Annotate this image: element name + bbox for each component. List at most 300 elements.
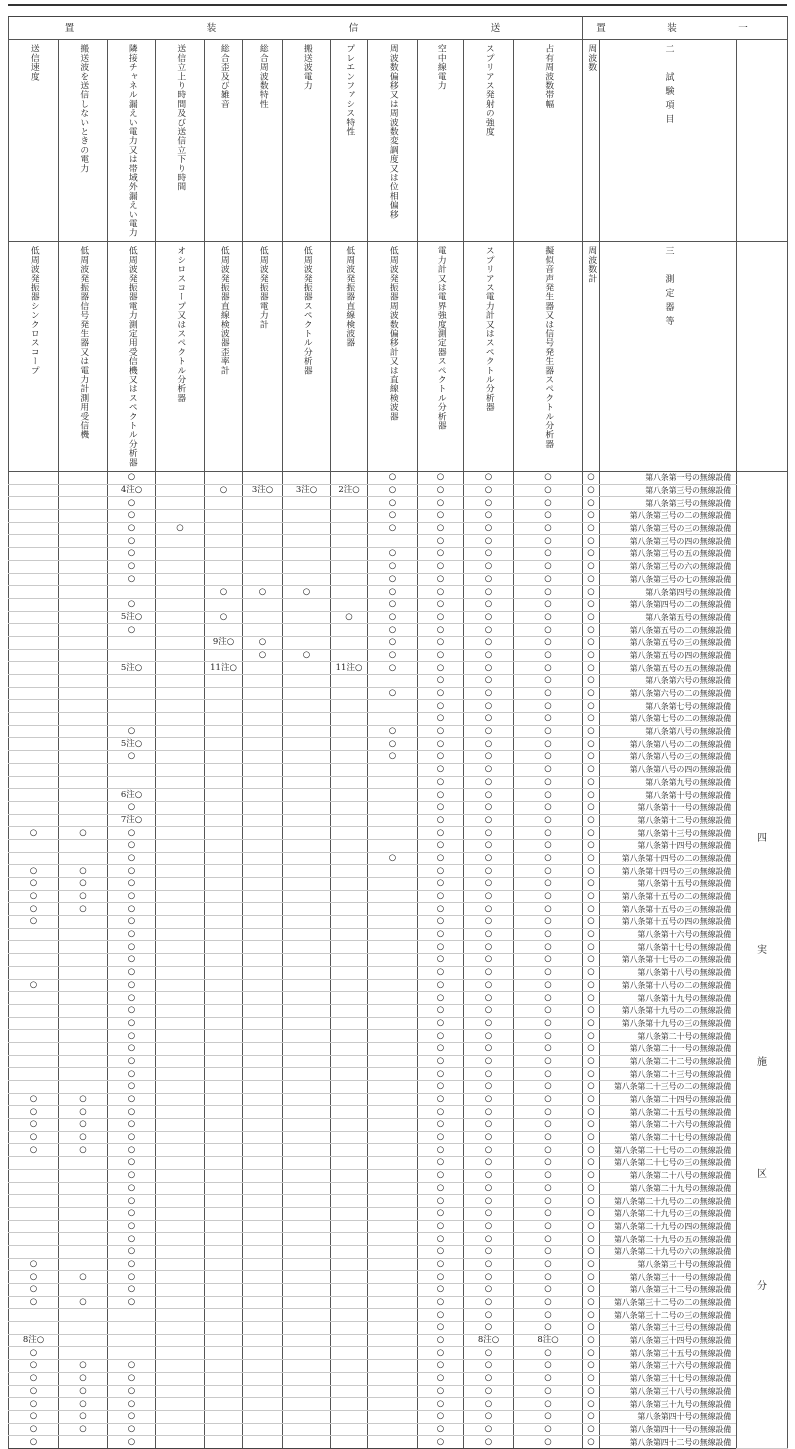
mark-cell — [156, 1068, 205, 1081]
mark-cell: ○ — [418, 1284, 464, 1297]
mark-cell: ○ — [464, 1423, 514, 1436]
mark-cell: ○ — [108, 1042, 156, 1055]
mark-cell — [205, 776, 243, 789]
equipment-clause: 第八条第三号の五の無線設備 — [600, 548, 737, 561]
blank-header-cell — [737, 40, 788, 242]
mark-cell — [156, 687, 205, 700]
mark-cell: ○ — [464, 814, 514, 827]
mark-cell: ○ — [583, 713, 600, 726]
mark-cell — [156, 1385, 205, 1398]
table-row — [9, 763, 788, 776]
mark-cell: ○ — [464, 776, 514, 789]
mark-cell — [243, 1220, 283, 1233]
mark-cell: ○ — [583, 1284, 600, 1297]
mark-cell: ○ — [108, 827, 156, 840]
mark-cell — [9, 814, 59, 827]
mark-cell — [9, 1182, 59, 1195]
mark-cell — [156, 1322, 205, 1335]
table-row — [9, 852, 788, 865]
section-label-char: 四 — [757, 832, 767, 844]
mark-cell — [156, 662, 205, 675]
mark-cell: ○ — [108, 1372, 156, 1385]
mark-cell — [331, 1398, 368, 1411]
mark-cell: ○ — [514, 890, 583, 903]
mark-cell: 11注○ — [331, 662, 368, 675]
mark-cell — [331, 1347, 368, 1360]
mark-cell: ○ — [59, 1296, 108, 1309]
mark-cell — [59, 1233, 108, 1246]
mark-cell — [9, 510, 59, 523]
mark-cell: ○ — [583, 1436, 600, 1449]
equipment-clause: 第八条第一号の無線設備 — [600, 472, 737, 485]
mark-cell — [331, 1296, 368, 1309]
mark-cell — [331, 1182, 368, 1195]
instrument-label: 低周波発振器電力計 — [257, 246, 268, 330]
mark-cell — [331, 1233, 368, 1246]
mark-cell: ○ — [368, 573, 418, 586]
mark-cell — [156, 484, 205, 497]
mark-cell: ○ — [464, 865, 514, 878]
mark-cell — [205, 928, 243, 941]
mark-cell: ○ — [514, 1195, 583, 1208]
mark-cell: ○ — [418, 548, 464, 561]
mark-cell — [59, 725, 108, 738]
test-items-label: 二 試験項目 — [663, 44, 674, 128]
mark-cell: ○ — [583, 839, 600, 852]
equipment-clause: 第八条第六号の無線設備 — [600, 675, 737, 688]
mark-cell: ○ — [59, 1119, 108, 1132]
mark-cell: ○ — [464, 738, 514, 751]
mark-cell: ○ — [514, 636, 583, 649]
mark-cell — [283, 1131, 331, 1144]
mark-cell: ○ — [514, 1233, 583, 1246]
mark-cell — [205, 852, 243, 865]
mark-cell: ○ — [108, 624, 156, 637]
mark-cell — [283, 751, 331, 764]
mark-cell — [205, 839, 243, 852]
mark-cell — [59, 789, 108, 802]
mark-cell — [59, 700, 108, 713]
table-row — [9, 636, 788, 649]
mark-cell — [59, 1258, 108, 1271]
mark-cell — [283, 472, 331, 485]
mark-cell: ○ — [583, 560, 600, 573]
mark-cell — [331, 839, 368, 852]
mark-cell: ○ — [514, 1271, 583, 1284]
instrument-label: 電力計又は電界強度測定器スペクトル分析器 — [435, 246, 446, 431]
equipment-clause: 第八条第十五号の無線設備 — [600, 878, 737, 891]
mark-cell — [283, 1157, 331, 1170]
mark-cell: ○ — [418, 497, 464, 510]
table-row — [9, 1004, 788, 1017]
mark-cell: ○ — [108, 751, 156, 764]
mark-cell — [108, 1309, 156, 1322]
mark-cell: ○ — [418, 1322, 464, 1335]
mark-cell — [283, 1410, 331, 1423]
mark-cell — [243, 789, 283, 802]
mark-cell — [205, 624, 243, 637]
mark-cell — [205, 801, 243, 814]
mark-cell — [59, 1169, 108, 1182]
mark-cell: ○ — [583, 484, 600, 497]
mark-cell — [9, 852, 59, 865]
mark-cell — [59, 510, 108, 523]
mark-cell — [283, 522, 331, 535]
mark-cell — [283, 1106, 331, 1119]
mark-cell — [9, 1322, 59, 1335]
mark-cell — [156, 979, 205, 992]
mark-cell — [243, 941, 283, 954]
mark-cell: ○ — [108, 1233, 156, 1246]
mark-cell — [283, 1182, 331, 1195]
mark-cell: ○ — [464, 1233, 514, 1246]
equipment-clause: 第八条第二十五号の無線設備 — [600, 1106, 737, 1119]
mark-cell — [9, 1309, 59, 1322]
table-row — [9, 1258, 788, 1271]
equipment-clause: 第八条第三十号の無線設備 — [600, 1258, 737, 1271]
mark-cell — [59, 738, 108, 751]
mark-cell: ○ — [583, 636, 600, 649]
mark-cell: ○ — [9, 979, 59, 992]
mark-cell: ○ — [59, 1144, 108, 1157]
mark-cell: ○ — [418, 928, 464, 941]
mark-cell — [243, 1258, 283, 1271]
mark-cell: ○ — [108, 1220, 156, 1233]
mark-cell: ○ — [464, 713, 514, 726]
table-row — [9, 1144, 788, 1157]
mark-cell: ○ — [514, 763, 583, 776]
measurement-table — [8, 16, 788, 1449]
mark-cell: ○ — [514, 1144, 583, 1157]
instrument-label: 低周波発振器スペクトル分析器 — [301, 246, 312, 376]
mark-cell: ○ — [418, 1436, 464, 1449]
mark-cell — [368, 1131, 418, 1144]
mark-cell — [243, 662, 283, 675]
mark-cell — [205, 1436, 243, 1449]
mark-cell — [9, 535, 59, 548]
mark-cell: ○ — [59, 1372, 108, 1385]
mark-cell — [368, 1068, 418, 1081]
mark-cell — [108, 1334, 156, 1347]
table-row — [9, 675, 788, 688]
mark-cell: ○ — [464, 611, 514, 624]
mark-cell — [156, 751, 205, 764]
mark-cell: ○ — [283, 649, 331, 662]
mark-cell — [156, 725, 205, 738]
instrument-header — [243, 242, 283, 472]
instrument-label: 低周波発振器直線検波器 — [344, 246, 355, 348]
mark-cell: ○ — [583, 1106, 600, 1119]
mark-cell — [331, 1119, 368, 1132]
mark-cell: ○ — [583, 1423, 600, 1436]
mark-cell: ○ — [583, 548, 600, 561]
table-row — [9, 992, 788, 1005]
mark-cell — [331, 801, 368, 814]
mark-cell — [156, 763, 205, 776]
mark-cell — [243, 1284, 283, 1297]
mark-cell — [243, 1055, 283, 1068]
mark-cell: ○ — [418, 1195, 464, 1208]
table-row — [9, 1119, 788, 1132]
mark-cell: ○ — [418, 1296, 464, 1309]
mark-cell — [243, 928, 283, 941]
equipment-clause: 第八条第六号の二の無線設備 — [600, 687, 737, 700]
table-row — [9, 1131, 788, 1144]
mark-cell: ○ — [514, 839, 583, 852]
mark-cell: ○ — [108, 966, 156, 979]
mark-cell: ○ — [514, 1322, 583, 1335]
instruments-row — [9, 242, 788, 472]
mark-cell: ○ — [514, 1436, 583, 1449]
mark-cell: ○ — [418, 586, 464, 599]
mark-cell: ○ — [418, 1131, 464, 1144]
mark-cell — [368, 1334, 418, 1347]
table-row — [9, 1195, 788, 1208]
test-item-header — [108, 40, 156, 242]
mark-cell — [283, 1207, 331, 1220]
equipment-clause: 第八条第四号の二の無線設備 — [600, 598, 737, 611]
table-row — [9, 776, 788, 789]
mark-cell — [331, 586, 368, 599]
mark-cell — [331, 814, 368, 827]
mark-cell — [59, 598, 108, 611]
mark-cell — [156, 510, 205, 523]
mark-cell — [368, 1169, 418, 1182]
equipment-clause: 第八条第十二号の無線設備 — [600, 814, 737, 827]
mark-cell: ○ — [464, 827, 514, 840]
mark-cell: 5注○ — [108, 662, 156, 675]
implementation-section-label — [737, 782, 787, 1342]
mark-cell: ○ — [59, 1093, 108, 1106]
mark-cell: ○ — [514, 1030, 583, 1043]
mark-cell — [243, 1334, 283, 1347]
equipment-clause: 第八条第十九号の無線設備 — [600, 992, 737, 1005]
mark-cell: 7注○ — [108, 814, 156, 827]
mark-cell — [368, 839, 418, 852]
table-row — [9, 1410, 788, 1423]
mark-cell: ○ — [9, 1258, 59, 1271]
mark-cell: ○ — [583, 1157, 600, 1170]
mark-cell: ○ — [368, 586, 418, 599]
mark-cell — [243, 763, 283, 776]
equipment-clause: 第八条第三十九号の無線設備 — [600, 1398, 737, 1411]
mark-cell — [368, 954, 418, 967]
mark-cell: ○ — [418, 1169, 464, 1182]
mark-cell — [205, 573, 243, 586]
mark-cell — [156, 1372, 205, 1385]
instrument-header — [368, 242, 418, 472]
mark-cell: ○ — [514, 535, 583, 548]
mark-cell: ○ — [368, 598, 418, 611]
table-row — [9, 1385, 788, 1398]
mark-cell — [156, 1360, 205, 1373]
mark-cell — [156, 1182, 205, 1195]
mark-cell: ○ — [464, 1144, 514, 1157]
mark-cell: ○ — [9, 1119, 59, 1132]
mark-cell — [9, 598, 59, 611]
equipment-clause: 第八条第八号の二の無線設備 — [600, 738, 737, 751]
mark-cell: ○ — [418, 801, 464, 814]
mark-cell: ○ — [583, 675, 600, 688]
mark-cell: ○ — [108, 928, 156, 941]
mark-cell — [9, 560, 59, 573]
implementation-section-cell — [737, 472, 788, 1449]
mark-cell: 11注○ — [205, 662, 243, 675]
mark-cell — [59, 814, 108, 827]
mark-cell — [59, 751, 108, 764]
mark-cell — [283, 1271, 331, 1284]
mark-cell — [9, 725, 59, 738]
table-row — [9, 1372, 788, 1385]
mark-cell: ○ — [368, 624, 418, 637]
mark-cell — [9, 675, 59, 688]
mark-cell: ○ — [108, 1271, 156, 1284]
mark-cell — [59, 979, 108, 992]
mark-cell: ○ — [418, 649, 464, 662]
mark-cell: ○ — [368, 636, 418, 649]
mark-cell: ○ — [514, 1296, 583, 1309]
mark-cell: ○ — [583, 966, 600, 979]
table-row — [9, 535, 788, 548]
mark-cell — [331, 1385, 368, 1398]
mark-cell — [331, 941, 368, 954]
equipment-clause: 第八条第三号の無線設備 — [600, 497, 737, 510]
table-row — [9, 1030, 788, 1043]
mark-cell — [331, 510, 368, 523]
mark-cell — [368, 1144, 418, 1157]
equipment-clause: 第八条第三十五号の無線設備 — [600, 1347, 737, 1360]
mark-cell: 2注○ — [331, 484, 368, 497]
mark-cell — [331, 1372, 368, 1385]
mark-cell — [331, 1068, 368, 1081]
mark-cell — [243, 1207, 283, 1220]
mark-cell — [283, 878, 331, 891]
mark-cell — [283, 1360, 331, 1373]
mark-cell: ○ — [514, 522, 583, 535]
mark-cell: ○ — [108, 916, 156, 929]
table-row — [9, 484, 788, 497]
mark-cell — [156, 1423, 205, 1436]
table-row — [9, 1309, 788, 1322]
mark-cell — [59, 1322, 108, 1335]
mark-cell — [243, 510, 283, 523]
table-row — [9, 979, 788, 992]
mark-cell — [283, 573, 331, 586]
mark-cell — [243, 1436, 283, 1449]
mark-cell — [331, 497, 368, 510]
mark-cell: ○ — [59, 903, 108, 916]
mark-cell — [243, 611, 283, 624]
mark-cell — [331, 1017, 368, 1030]
mark-cell: ○ — [418, 1004, 464, 1017]
mark-cell — [9, 751, 59, 764]
equipment-clause: 第八条第五号の三の無線設備 — [600, 636, 737, 649]
mark-cell: ○ — [583, 1372, 600, 1385]
mark-cell — [9, 776, 59, 789]
mark-cell — [205, 675, 243, 688]
mark-cell — [9, 1220, 59, 1233]
mark-cell — [205, 1017, 243, 1030]
mark-cell: ○ — [108, 839, 156, 852]
mark-cell — [331, 776, 368, 789]
mark-cell: ○ — [464, 510, 514, 523]
mark-cell: ○ — [108, 1410, 156, 1423]
test-item-header — [205, 40, 243, 242]
mark-cell — [205, 1258, 243, 1271]
mark-cell — [283, 510, 331, 523]
mark-cell — [205, 1119, 243, 1132]
mark-cell — [9, 573, 59, 586]
mark-cell — [59, 548, 108, 561]
mark-cell — [331, 1322, 368, 1335]
mark-cell — [156, 1347, 205, 1360]
mark-cell — [243, 1233, 283, 1246]
mark-cell — [156, 1245, 205, 1258]
mark-cell — [205, 649, 243, 662]
mark-cell — [283, 903, 331, 916]
mark-cell — [331, 954, 368, 967]
mark-cell — [205, 1271, 243, 1284]
mark-cell — [9, 649, 59, 662]
mark-cell: ○ — [9, 1106, 59, 1119]
mark-cell: ○ — [418, 738, 464, 751]
mark-cell: ○ — [583, 801, 600, 814]
mark-cell — [243, 1410, 283, 1423]
table-row — [9, 624, 788, 637]
equipment-clause: 第八条第三十二号の三の無線設備 — [600, 1309, 737, 1322]
mark-cell: ○ — [583, 662, 600, 675]
mark-cell — [9, 497, 59, 510]
mark-cell — [243, 522, 283, 535]
mark-cell: ○ — [583, 700, 600, 713]
mark-cell: ○ — [464, 497, 514, 510]
mark-cell: ○ — [368, 522, 418, 535]
mark-cell: ○ — [464, 548, 514, 561]
mark-cell: ○ — [514, 611, 583, 624]
mark-cell: ○ — [583, 738, 600, 751]
mark-cell — [283, 1144, 331, 1157]
equipment-clause: 第八条第二十九号の無線設備 — [600, 1182, 737, 1195]
mark-cell: ○ — [108, 1093, 156, 1106]
mark-cell: ○ — [514, 979, 583, 992]
mark-cell: ○ — [418, 598, 464, 611]
mark-cell: ○ — [464, 1182, 514, 1195]
mark-cell: ○ — [514, 1042, 583, 1055]
equipment-clause: 第八条第十九号の二の無線設備 — [600, 1004, 737, 1017]
mark-cell: ○ — [514, 1131, 583, 1144]
mark-cell: ○ — [514, 1309, 583, 1322]
mark-cell: ○ — [418, 1081, 464, 1094]
mark-cell — [368, 1004, 418, 1017]
mark-cell — [156, 598, 205, 611]
mark-cell: ○ — [514, 738, 583, 751]
mark-cell — [156, 941, 205, 954]
mark-cell: ○ — [583, 827, 600, 840]
instrument-header — [108, 242, 156, 472]
equipment-clause: 第八条第二十六号の無線設備 — [600, 1119, 737, 1132]
equipment-clause: 第八条第十八号の無線設備 — [600, 966, 737, 979]
mark-cell: ○ — [583, 725, 600, 738]
mark-cell: ○ — [514, 1360, 583, 1373]
equipment-clause: 第八条第八号の四の無線設備 — [600, 763, 737, 776]
mark-cell — [331, 1055, 368, 1068]
mark-cell: ○ — [59, 890, 108, 903]
mark-cell: ○ — [514, 1004, 583, 1017]
table-row — [9, 1068, 788, 1081]
mark-cell: 5注○ — [108, 611, 156, 624]
mark-cell — [9, 1004, 59, 1017]
mark-cell — [9, 1081, 59, 1094]
